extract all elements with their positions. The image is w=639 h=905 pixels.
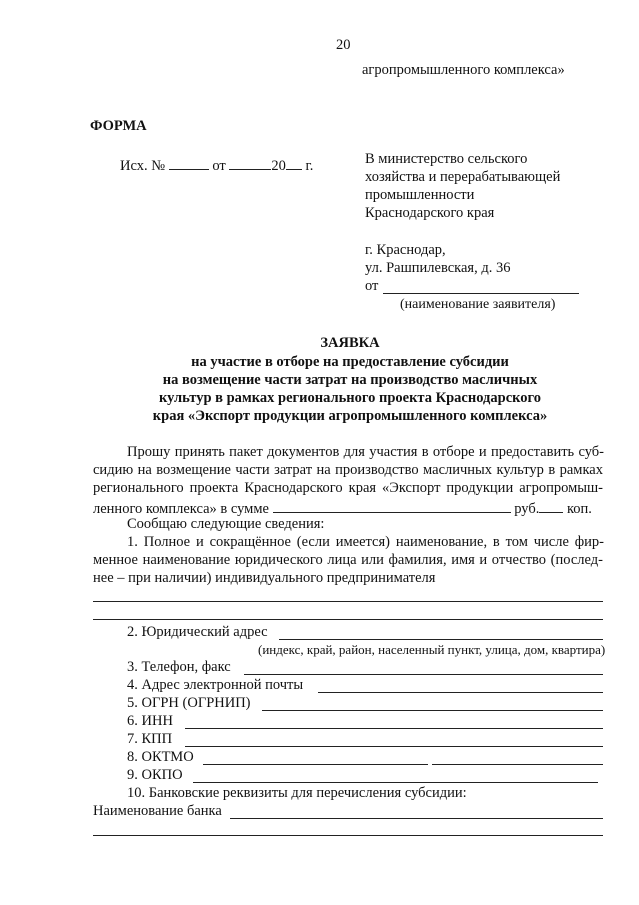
addressee-line-2: хозяйства и перерабатывающей (365, 169, 561, 185)
outgoing-from-label: от (212, 158, 226, 174)
ogrn-blank[interactable] (262, 710, 603, 711)
item-1-blank-2[interactable] (93, 619, 603, 620)
address-hint: (индекс, край, район, населенный пункт, улица, дом, квартира) (258, 642, 606, 657)
outgoing-number-line (120, 155, 313, 175)
rub-label: руб. (514, 501, 540, 517)
bank-name-blank-2[interactable] (93, 835, 603, 836)
applicant-from-label: от (365, 278, 379, 294)
outgoing-year-prefix: 20 (271, 158, 286, 174)
legal-address-blank[interactable] (279, 639, 603, 640)
addressee-line-4: Краснодарского края (365, 205, 495, 221)
email-label: 4. Адрес электронной почты (127, 677, 304, 693)
outgoing-number-blank[interactable] (169, 155, 209, 170)
bank-details-label: 10. Банковские реквизиты для перечисления субсидии: (127, 785, 467, 801)
phone-fax-blank[interactable] (244, 674, 603, 675)
paragraph-1-line-4 (93, 498, 592, 518)
item-1-line-1: 1. Полное и сокращённое (если имеется) наименование, в том числе фир- (127, 534, 604, 550)
amount-rub-blank[interactable] (273, 498, 511, 513)
legal-address-label: 2. Юридический адрес (127, 624, 268, 640)
applicant-name-blank[interactable] (383, 293, 579, 294)
phone-fax-label: 3. Телефон, факс (127, 659, 231, 675)
outgoing-year-blank[interactable] (286, 155, 302, 170)
info-intro: Сообщаю следующие сведения: (127, 516, 325, 532)
paragraph-1-line-1: Прошу принять пакет документов для участия в отборе и предоставить суб- (127, 444, 604, 460)
item-1-line-2: менное наименование юридического лица или фамилия, имя и отчество (послед- (93, 552, 603, 568)
addressee-city: г. Краснодар, (365, 242, 446, 258)
page-number: 20 (336, 37, 351, 53)
header-continuation: агропромышленного комплекса» (362, 62, 565, 78)
application-subtitle-4: края «Экспорт продукции агропромышленного комплекса» (152, 408, 548, 424)
paragraph-1-line-2: сидию на возмещение части затрат на производство масличных культур в рамках (93, 462, 603, 478)
amount-label: ленного комплекса» в сумме (93, 501, 269, 517)
application-subtitle-2: на возмещение части затрат на производство масличных (162, 372, 538, 388)
paragraph-1-line-3: регионального проекта Краснодарского края «Экспорт продукции агропромыш- (93, 480, 603, 496)
outgoing-year-suffix: г. (305, 158, 314, 174)
application-title: ЗАЯВКА (320, 335, 380, 351)
addressee-line-1: В министерство сельского (365, 151, 528, 167)
bank-name-blank[interactable] (230, 818, 603, 819)
amount-kop-blank[interactable] (539, 498, 563, 513)
okpo-label: 9. ОКПО (127, 767, 183, 783)
oktmo-label: 8. ОКТМО (127, 749, 194, 765)
kpp-blank[interactable] (185, 746, 603, 747)
inn-blank[interactable] (185, 728, 603, 729)
ogrn-label: 5. ОГРН (ОГРНИП) (127, 695, 251, 711)
application-subtitle-3: культур в рамках регионального проекта Краснодарского (158, 390, 542, 406)
oktmo-blank-2[interactable] (432, 764, 603, 765)
addressee-line-3: промышленности (365, 187, 475, 203)
applicant-hint: (наименование заявителя) (400, 297, 556, 312)
outgoing-date-blank[interactable] (229, 155, 271, 170)
inn-label: 6. ИНН (127, 713, 173, 729)
oktmo-blank-1[interactable] (203, 764, 428, 765)
kpp-label: 7. КПП (127, 731, 173, 747)
bank-name-label: Наименование банка (93, 803, 222, 819)
email-blank[interactable] (318, 692, 603, 693)
item-1-line-3: нее – при наличии) индивидуального предпринимателя (93, 570, 436, 586)
form-label: ФОРМА (90, 118, 147, 134)
kop-label: коп. (566, 501, 592, 517)
okpo-blank[interactable] (193, 782, 598, 783)
item-1-blank-1[interactable] (93, 601, 603, 602)
outgoing-no-label: Исх. № (120, 158, 166, 174)
addressee-street: ул. Рашпилевская, д. 36 (365, 260, 511, 276)
application-subtitle-1: на участие в отборе на предоставление субсидии (191, 354, 509, 370)
